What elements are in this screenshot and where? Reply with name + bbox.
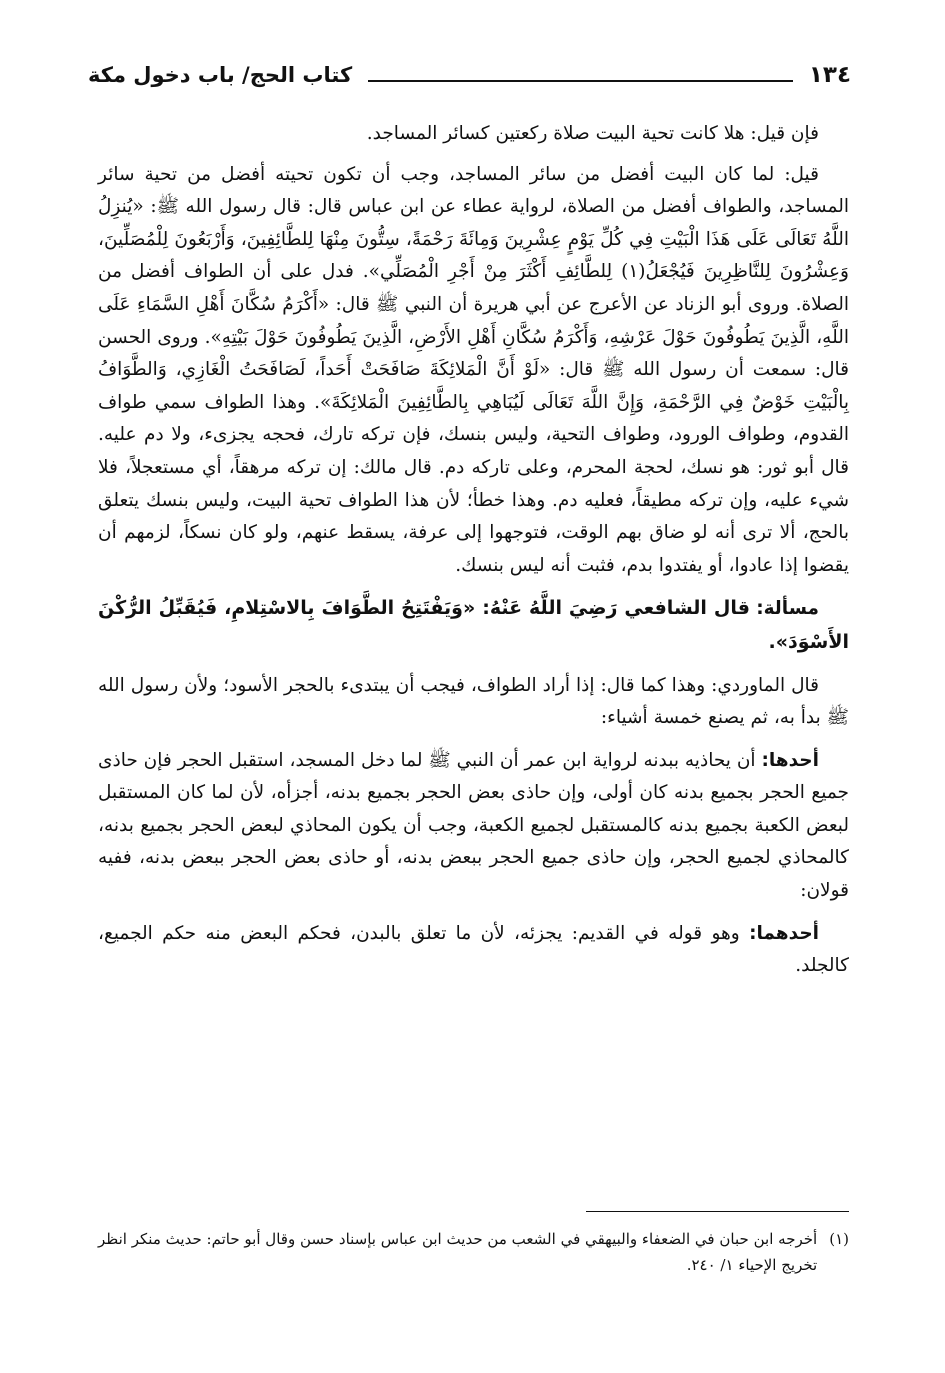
paragraph-lead: أحدها: — [761, 749, 819, 771]
running-title: كتاب الحج/ باب دخول مكة — [88, 63, 353, 87]
paragraph-text: وهو قوله في القديم: يجزئه، لأن ما تعلق بالبدن، فحكم البعض منه حكم الجميع، كالجلد. — [98, 922, 849, 977]
footnote-separator — [586, 1211, 849, 1212]
header-rule — [368, 80, 793, 82]
paragraph-first — [98, 745, 849, 908]
paragraph-answer — [98, 159, 849, 583]
footnote — [98, 1226, 849, 1278]
issue-text: قال الشافعي رَضِيَ اللَّهُ عَنْهُ: «وَيَفْتَتِحُ الطَّوَافَ بِالاسْتِلامِ، فَيُقَبِّلُ الرُّكْنَ الأَسْوَدَ». — [98, 597, 849, 653]
page-number: ١٣٤ — [808, 62, 851, 88]
paragraph-text: أن يحاذيه ببدنه لرواية ابن عمر أن النبي ﷺ لما دخل المسجد، استقبل الحجر فإن حاذى جميع الحجر بجميع بدنه كان أولى، وإن حاذى بعض الحجر بجميع بدنه، أجزأه، لأن لما كان المستقبل لبعض الكعبة بجميع بدنه كالمستقبل لجميع الكعبة، وجب أن يكون المحاذي لبعض الحجر بجميع بدنه، كالمحاذي لجميع الحجر، وإن حاذى جميع الحجر ببعض بدنه، أو حاذى بعض الحجر ببعض بدنه، ففيه قولان: — [98, 749, 849, 902]
paragraph-question — [98, 118, 849, 151]
issue-label: مسألة: — [756, 598, 819, 620]
paragraph-text: قيل: لما كان البيت أفضل من سائر المساجد، وجب أن تكون تحيته أفضل من تحية سائر المساجد، والطواف أفضل من الصلاة، لرواية عطاء عن ابن عباس قال: قال رسول الله ﷺ: «يُنزِلُ اللَّهُ تَعَالَى عَلَى هَذَا الْبَيْتِ فِي كُلِّ يَوْمٍ عِشْرِينَ وَمِائَةَ رَحْمَةً، سِتُّونَ مِنْهَا لِلطَّائِفِينَ، وَأَرْبَعُونَ لِلْمُصَلِّينَ، وَعِشْرُونَ لِلنَّاظِرِينَ فَيُجْعَلُ(١) لِلطَّائِفِ أَكْثَرَ مِنْ أَجْرِ الْمُصَلِّي». فدل على أن الطواف أفضل من الصلاة. وروى أبو الزناد عن الأعرج عن أبي هريرة أن النبي ﷺ قال: «أَكْرَمُ سُكَّانَ أَهْلِ السَّمَاءِ عَلَى اللَّهِ، الَّذِينَ يَطُوفُونَ حَوْلَ عَرْشِهِ، وَأَكْرَمُ سُكَّانِ أَهْلِ الأَرْضِ، الَّذِينَ يَطُوفُونَ حَوْلَ بَيْتِهِ». وروى الحسن قال: سمعت أن رسول الله ﷺ قال: «لَوْ أَنَّ الْمَلائِكَةَ صَافَحَتْ أَحَداً، لَصَافَحَتُ الْغَازِي، وَالطَّوَافُ بِالْبَيْتِ خَوْضٌ فِي الرَّحْمَةِ، وَإِنَّ اللَّهَ تَعَالَى لَيُبَاهِي بِالطَّائِفِينَ الْمَلائِكَةَ». وهذا الطواف سمي طواف القدوم، وطواف الورود، وطواف التحية، وليس بنسك، فإن تركه تارك، فحجه يجزىء، ولا دم عليه. قال أبو ثور: هو نسك، لحجة المحرم، وعلى تاركه دم. قال مالك: إن تركه مرهقاً، أي مستعجلاً، فلا شيء عليه، وإن تركه مطيقاً، فعليه دم. وهذا خطأ؛ لأن هذا الطواف تحية البيت، وليس بنسك يتعلق بالحج، ألا ترى أنه لو ضاق بهم الوقت، فتوجهوا إلى عرفة، يسقط عنهم، ولو كان نسكاً، لزمهم أن يقضوا إذا عادوا، أو يفتدوا بدم، فثبت أنه ليس بنسك. — [98, 163, 849, 576]
main-text — [98, 118, 849, 993]
running-header — [88, 58, 851, 92]
paragraph-lead: أحدهما: — [749, 922, 819, 944]
paragraph-text: قال الماوردي: وهذا كما قال: إذا أراد الطواف، فيجب أن يبتدىء بالحجر الأسود؛ ولأن رسول الله ﷺ بدأ به، ثم يصنع خمسة أشياء: — [98, 674, 849, 729]
paragraph-mawardi — [98, 670, 849, 735]
paragraph-second — [98, 918, 849, 983]
footnote-number: (١) — [829, 1230, 849, 1248]
paragraph-issue — [98, 592, 849, 659]
footnote-text: أخرجه ابن حبان في الضعفاء والبيهقي في الشعب من حديث ابن عباس بإسناد حسن وقال أبو حاتم: حديث منكر انظر تخريج الإحياء ١/ ٢٤٠. — [98, 1230, 818, 1274]
paragraph-text: فإن قيل: هلا كانت تحية البيت صلاة ركعتين كسائر المساجد. — [366, 123, 819, 144]
footnotes — [98, 1226, 849, 1278]
